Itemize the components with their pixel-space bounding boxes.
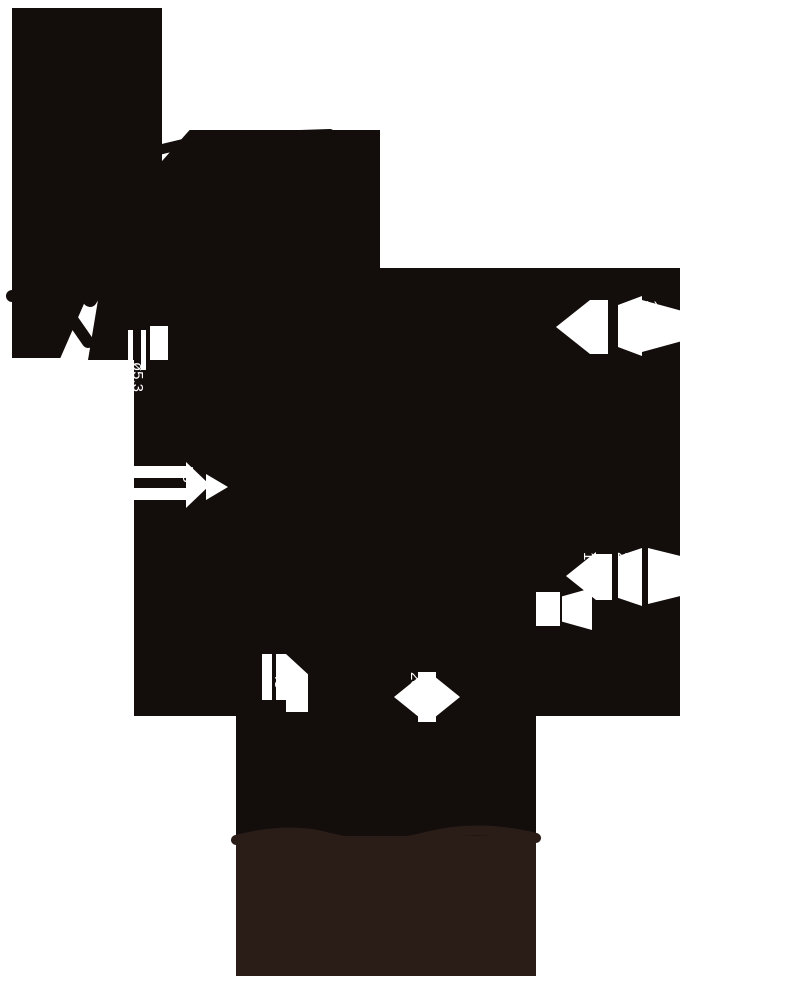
- dimension-label-43: 43: [271, 672, 288, 689]
- dimension-label-19: 19: [590, 302, 607, 319]
- shape-lower-base: [236, 836, 536, 976]
- cutout-15-band: [596, 554, 612, 600]
- shape-top-left-taper: [12, 290, 90, 358]
- shape-lower-column: [236, 712, 536, 840]
- dimension-label-16-4: 16.4: [643, 300, 660, 330]
- cutout-dia53-block: [150, 326, 168, 360]
- dimension-label-55: 55: [179, 466, 196, 483]
- dimension-label-29: 29: [614, 552, 631, 569]
- dimension-label-28: 28: [407, 672, 424, 689]
- cutout-55-bar2: [128, 488, 186, 500]
- cutout-15-lower-box: [536, 592, 560, 626]
- dimension-label-17: 17: [645, 552, 662, 569]
- dimension-label-dia-5-3: ø5.3: [129, 362, 146, 393]
- cutout-164-band: [618, 296, 642, 356]
- cutout-55-bar: [128, 466, 186, 478]
- dimension-label-15: 15: [580, 552, 597, 569]
